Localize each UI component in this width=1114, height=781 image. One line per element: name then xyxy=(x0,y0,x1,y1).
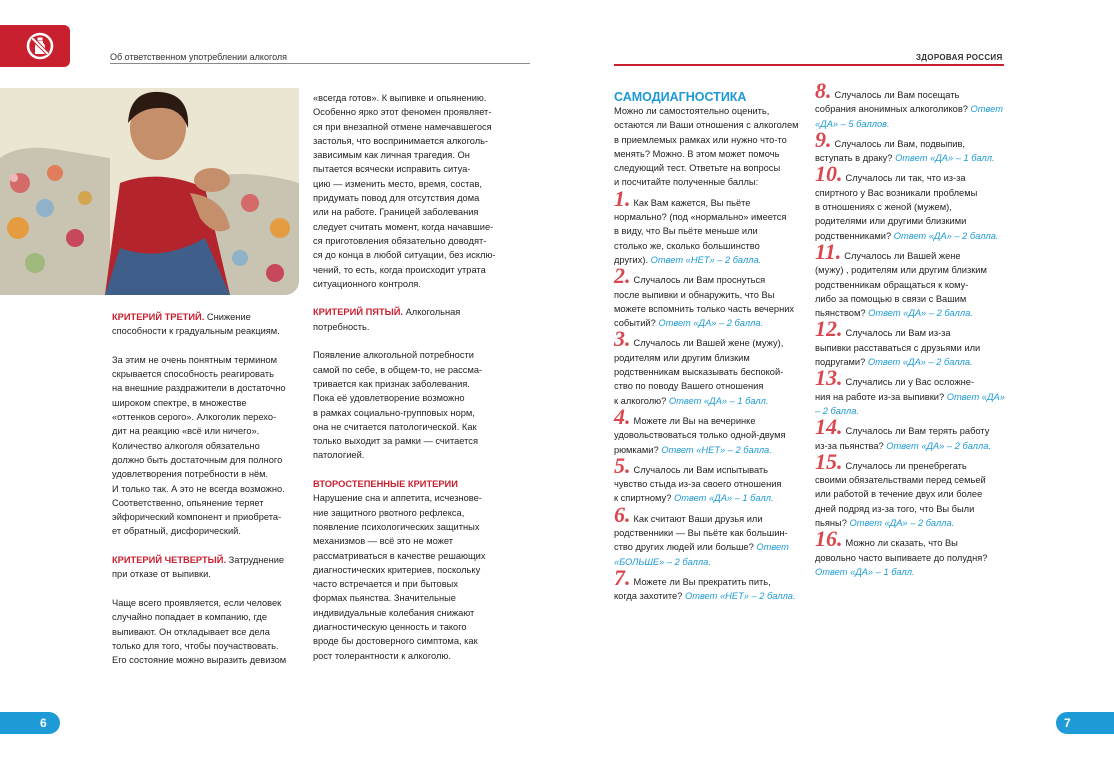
criterion-four-text: Затруднение при отказе от выпивки. xyxy=(112,555,285,580)
selfdiag-intro: Можно ли самостоятельно оценить, остаются ли Ваши отношения с алкоголем в приемлемых рамках или нужно что-то менять? Можно. В этом может помочь следующий тест. Ответьте на вопросы и посчитайте полученные баллы: xyxy=(614,106,799,188)
question-text: в отношениях с женой (мужем), xyxy=(815,202,952,213)
header-left-title: Об ответственном употреблении алкоголя xyxy=(110,52,287,62)
question-text: подругами? xyxy=(815,357,866,368)
secondary-criteria-heading: ВТОРОСТЕПЕННЫЕ КРИТЕРИИ xyxy=(313,479,458,490)
question-text: когда захотите? xyxy=(614,591,683,602)
question-text: пьянством? xyxy=(815,308,866,319)
answer-score: Ответ «ДА» – 2 балла. xyxy=(868,308,973,319)
question-text: чувство стыда из-за своего отношения xyxy=(614,479,782,490)
question-text: Случалось ли Вашей жене xyxy=(844,250,961,261)
question-text: своими обязательствами перед семьей xyxy=(815,475,986,486)
answer-score: Ответ «ДА» – 2 балла. xyxy=(658,318,764,329)
question-item xyxy=(815,78,1007,131)
question-text: (мужу) , родителям или другим близким xyxy=(815,265,987,276)
question-text: родственникам высказывать беспокой- xyxy=(614,367,784,378)
answer-score: Ответ «ДА» – 2 балла. xyxy=(815,391,1005,416)
question-text: Случалось ли пренебрегать xyxy=(845,460,967,471)
question-text: к спиртному? xyxy=(614,493,672,504)
question-number: 13. xyxy=(815,365,843,391)
question-text: Как считают Ваши друзья или xyxy=(633,513,763,524)
question-text: выпивки расставаться с друзьями или xyxy=(815,342,981,353)
question-text: Можете ли Вы на вечеринке xyxy=(633,415,756,426)
question-number: 14. xyxy=(815,414,843,440)
question-text: пьяны? xyxy=(815,518,847,529)
paragraph: Чаще всего проявляется, если человек случайно попадает в компанию, где выпивают. Он откладывает все дела только для того, чтобы поучаствовать. Его состояние можно выразить девизом xyxy=(112,597,287,666)
criterion-three-heading: КРИТЕРИЙ ТРЕТИЙ. xyxy=(112,312,205,322)
question-text: Можно ли сказать, что Вы xyxy=(845,538,958,549)
question-text: родственники — Вы пьёте как большин- xyxy=(614,528,788,539)
answer-score: Ответ «ДА» – 1 балл. xyxy=(895,153,995,164)
question-text: удовольствоваться только одной-двумя xyxy=(614,430,786,441)
question-text: Как Вам кажется, Вы пьёте xyxy=(633,197,751,208)
question-text: Случалось ли Вам проснуться xyxy=(633,275,766,286)
man-sitting-photo xyxy=(0,88,299,295)
question-item xyxy=(815,365,1007,418)
question-text: собрания анонимных алкоголиков? xyxy=(815,104,968,115)
paragraph: Появление алкогольной потребности самой по себе, в общем-то, не рассма- тривается как признак заболевания. Пока её удовлетворение возможно в рамках социально-групповых норм, она не считается патологической. Как только выходит за рамки — считается патологией. xyxy=(313,350,483,461)
question-item xyxy=(614,185,806,267)
text-column-1 xyxy=(112,310,302,667)
question-text: Случалось ли Вам посещать xyxy=(834,90,960,100)
question-list xyxy=(614,185,806,604)
question-item xyxy=(815,414,1007,453)
question-text: нормально? (под «нормально» имеется xyxy=(614,212,787,223)
answer-score: Ответ «ДА» – 1 балл. xyxy=(668,395,769,406)
criterion-three-text: Снижение способности к градуальным реакциям. xyxy=(112,312,280,337)
question-text: Случались ли у Вас осложне- xyxy=(845,377,975,388)
question-text: из-за пьянства? xyxy=(815,440,884,451)
question-number: 8. xyxy=(815,78,832,103)
question-text: Можете ли Вы прекратить пить, xyxy=(633,576,771,587)
selfdiag-title: САМОДИАГНОСТИКА xyxy=(614,90,747,104)
criterion-three xyxy=(112,310,302,339)
question-item xyxy=(815,316,1007,369)
question-text: рюмками? xyxy=(614,444,659,455)
question-number: 16. xyxy=(815,526,843,552)
question-item xyxy=(815,126,1007,166)
question-item xyxy=(614,403,806,457)
question-item xyxy=(614,452,806,506)
paragraph: Нарушение сна и аппетита, исчезнове- ние защитного рвотного рефлекса, появление психологических защитных механизмов — всё это не может рассматриваться в качестве решающих диагностических критериев, поскольку часто встречается и при бытовых формах пьянства. Значительные индивидуальные колебания снижают диагностическую ценность и такого вроде бы достоверного симптома, как рост толерантности к алкоголю. xyxy=(313,493,486,661)
question-text: спиртного у Вас возникали проблемы xyxy=(815,187,978,198)
criterion-four xyxy=(112,553,302,582)
question-number: 11. xyxy=(815,238,842,264)
answer-score: Ответ «ДА» – 5 баллов. xyxy=(815,104,1003,129)
answer-score: Ответ «НЕТ» – 2 балла. xyxy=(650,254,762,265)
question-number: 10. xyxy=(815,161,843,187)
header-divider-left xyxy=(110,63,530,64)
question-number: 9. xyxy=(815,126,832,152)
question-text: Случалось ли Вам, подвыпив, xyxy=(834,138,966,149)
page-number-left: 6 xyxy=(40,716,47,730)
question-text: столько же, сколько большинство xyxy=(614,240,760,251)
header-divider-right xyxy=(614,64,1004,66)
question-text: либо за помощью в связи с Вашим xyxy=(815,293,967,304)
answer-score: Ответ «БОЛЬШЕ» – 2 балла. xyxy=(614,542,789,567)
photo-illustration xyxy=(0,88,299,295)
answer-score: Ответ «ДА» – 1 балл. xyxy=(815,566,915,577)
question-text: ство других людей или больше? xyxy=(614,542,754,553)
question-text: событий? xyxy=(614,318,656,329)
paragraph: «всегда готов». К выпивке и опьянению. Особенно ярко этот феномен проявляет- ся при внезапной отмене намечавшегося застолья, что воспринимается алкоголь- зависимым как личная трагедия. Он пытается всячески исправить ситуа- цию — изменить место, время, состав, придумать повод для отсутствия дома или на работе. Границей заболевания следует считать момент, когда начавшие- ся приготовления обязательно доводят- ся до конца в любой ситуации, без исклю- чений, то есть, когда происходит утрата ситуационного контроля. xyxy=(313,93,496,289)
question-number: 2. xyxy=(614,263,631,289)
question-text: в виду, что Вы пьёте меньше или xyxy=(614,226,758,237)
question-item xyxy=(815,448,1007,530)
selfdiag-column-1 xyxy=(614,90,806,604)
question-text: родственникам обращаться к кому- xyxy=(815,279,969,290)
question-number: 6. xyxy=(614,501,631,527)
question-item xyxy=(815,526,1007,579)
question-number: 12. xyxy=(815,316,843,342)
question-text: Случалось ли так, что из-за xyxy=(845,173,966,184)
question-text: родственниками? xyxy=(815,230,892,241)
question-item xyxy=(614,263,806,330)
criterion-five-text: Алкогольная потребность. xyxy=(313,307,461,332)
question-text: родителям или другим близким xyxy=(614,352,750,363)
question-text: дней подряд из-за того, что Вы были xyxy=(815,503,975,514)
question-number: 3. xyxy=(614,326,631,352)
question-text: ния на работе из-за выпивки? xyxy=(815,391,945,402)
criterion-four-heading: КРИТЕРИЙ ЧЕТВЕРТЫЙ. xyxy=(112,555,227,566)
page-number-right-tab xyxy=(1056,712,1114,734)
criterion-five-heading: КРИТЕРИЙ ПЯТЫЙ. xyxy=(313,307,403,318)
question-item xyxy=(815,238,1007,320)
question-text: других). xyxy=(614,254,649,265)
question-text: после выпивки и обнаружить, что Вы xyxy=(614,289,775,300)
question-item xyxy=(614,564,806,604)
question-text: можете вспомнить только часть вечерних xyxy=(614,303,795,314)
question-text: вступать в драку? xyxy=(815,153,893,164)
question-text: довольно часто выпиваете до полудня? xyxy=(815,552,988,563)
logo-badge xyxy=(0,25,70,67)
question-text: родителями или другими близкими xyxy=(815,216,967,227)
question-number: 4. xyxy=(614,403,631,429)
page-number-left-tab xyxy=(0,712,60,734)
answer-score: Ответ «ДА» – 1 балл. xyxy=(673,493,774,504)
question-number: 15. xyxy=(815,448,843,474)
answer-score: Ответ «ДА» – 2 балла. xyxy=(867,357,973,368)
question-text: Случалось ли Вам испытывать xyxy=(633,464,769,475)
question-number: 5. xyxy=(614,452,631,478)
question-text: к алкоголю? xyxy=(614,395,667,406)
question-text: или работой в течение двух или более xyxy=(815,489,983,500)
criterion-five xyxy=(313,305,503,334)
answer-score: Ответ «ДА» – 2 балла. xyxy=(886,440,992,451)
question-item xyxy=(815,161,1007,242)
question-item xyxy=(614,326,806,407)
page-number-right: 7 xyxy=(1064,716,1071,730)
selfdiag-column-2 xyxy=(815,78,1007,579)
answer-score: Ответ «НЕТ» – 2 балла. xyxy=(661,444,772,455)
no-alcohol-icon xyxy=(25,31,55,61)
question-text: Случалось ли Вам терять работу xyxy=(845,426,990,437)
answer-score: Ответ «ДА» – 2 балла. xyxy=(849,518,955,529)
header-right-title: ЗДОРОВАЯ РОССИЯ xyxy=(916,53,1003,62)
answer-score: Ответ «НЕТ» – 2 балла. xyxy=(684,591,796,602)
paragraph: За этим не очень понятным термином скрывается способность реагировать на внешние раздражители в достаточно широком спектре, в множестве «оттенков серого». Алкоголик перехо- дит на реакцию «всё или ничего». Количество алкоголя обязательно должно быть достаточным для полного удовлетворения потребности в нём. И только так. А это не всегда возможно. Соответственно, опьянение теряет эйфорический компонент и приобрета- ет обратный, дисфорический. xyxy=(112,354,286,537)
question-number: 1. xyxy=(614,185,631,211)
question-text: Случалось ли Вам из-за xyxy=(845,328,951,339)
question-item xyxy=(614,501,806,569)
text-column-2 xyxy=(313,91,503,663)
question-text: ство по поводу Вашего отношения xyxy=(614,381,764,392)
question-text: Случалось ли Вашей жене (мужу), xyxy=(633,338,784,349)
answer-score: Ответ «ДА» – 2 балла. xyxy=(893,230,999,241)
question-number: 7. xyxy=(614,564,631,590)
question-list xyxy=(815,78,1007,579)
